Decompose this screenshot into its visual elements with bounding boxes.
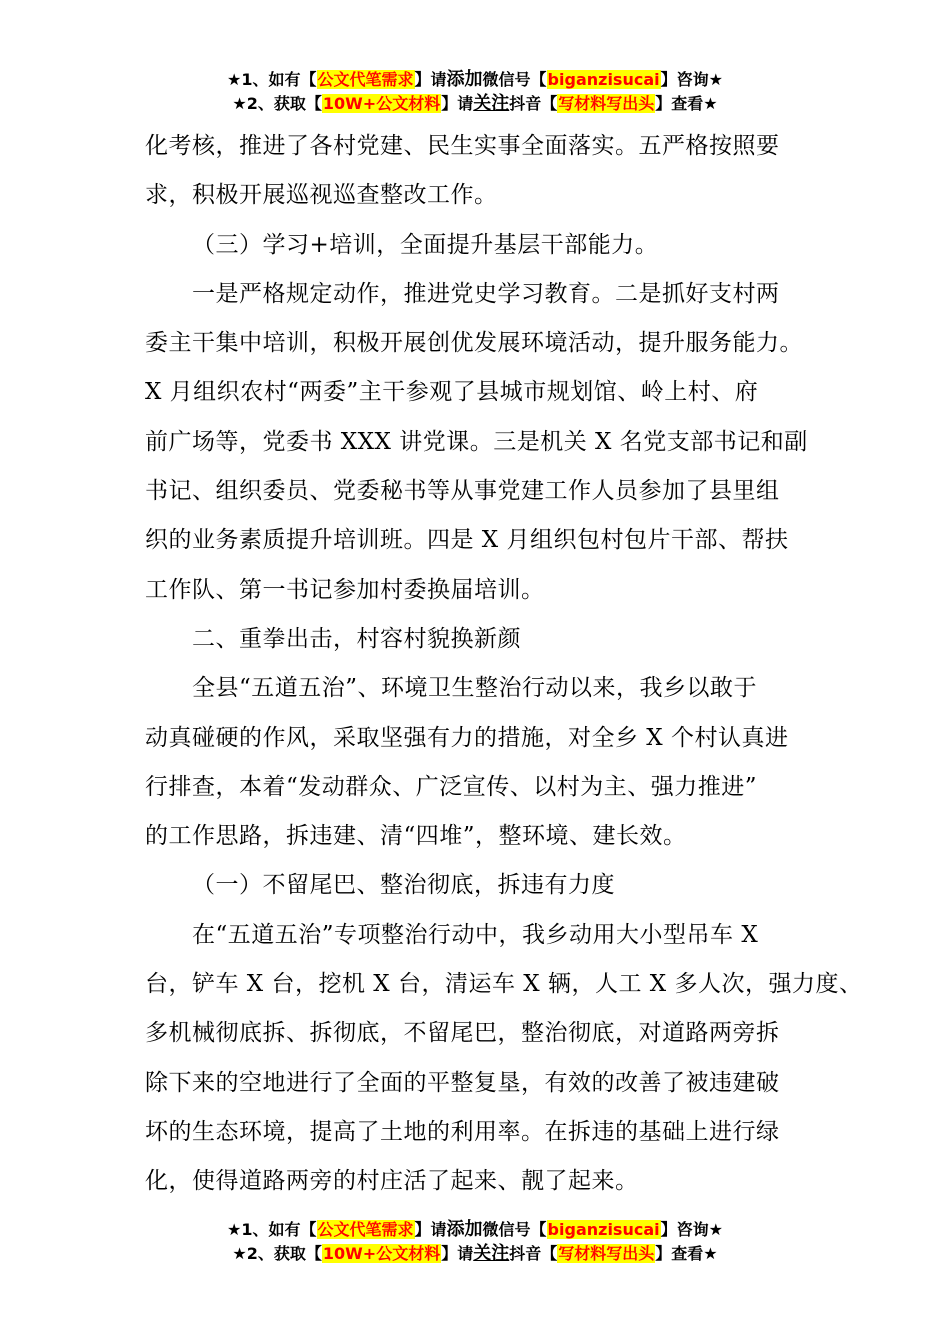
- text-line: 前广场等，党委书 XXX 讲党课。三是机关 X 名党支部书记和副: [145, 428, 808, 455]
- douyin-account: 写材料写出头: [558, 94, 655, 113]
- promo-highlight: 10W+公文材料: [322, 94, 441, 113]
- promo-highlight: 10W+公文材料: [322, 1244, 441, 1263]
- section-heading: （一）不留尾巴、整治彻底，拆违有力度: [192, 872, 615, 899]
- text-line: 化，使得道路两旁的村庄活了起来、靓了起来。: [145, 1168, 639, 1195]
- text-line: 多机械彻底拆、拆彻底，不留尾巴，整治彻底，对道路两旁拆: [145, 1020, 780, 1047]
- text-line: 坏的生态环境，提高了土地的利用率。在拆违的基础上进行绿: [145, 1118, 780, 1145]
- text-line: 动真碰硬的作风，采取坚强有力的措施，对全乡 X 个村认真进: [145, 724, 789, 751]
- promo-line-2: ★2、获取【10W+公文材料】请关注抖音【写材料写出头】查看★: [232, 93, 718, 114]
- text-line: 求，积极开展巡视巡查整改工作。: [145, 182, 498, 209]
- text-line: 台，铲车 X 台，挖机 X 台，清运车 X 辆，人工 X 多人次，强力度、: [145, 971, 863, 998]
- text-line: 书记、组织委员、党委秘书等从事党建工作人员参加了县里组: [145, 478, 780, 505]
- wechat-id: biganzisucai: [547, 70, 660, 89]
- text-line: 的工作思路，拆违建、清“四堆”，整环境、建长效。: [145, 823, 687, 850]
- wechat-id: biganzisucai: [547, 1220, 660, 1239]
- promo-line-1: ★1、如有【公文代笔需求】请添加微信号【biganzisucai】咨询★: [227, 1219, 723, 1240]
- douyin-account: 写材料写出头: [558, 1244, 655, 1263]
- text-line: 委主干集中培训，积极开展创优发展环境活动，提升服务能力。: [145, 330, 803, 357]
- text-line: 行排查，本着“发动群众、广泛宣传、以村为主、强力推进”: [145, 773, 758, 800]
- document-body: [145, 122, 863, 1207]
- header-promo-banner: [0, 68, 950, 116]
- promo-line-1: ★1、如有【公文代笔需求】请添加微信号【biganzisucai】咨询★: [227, 69, 723, 90]
- promo-highlight: 公文代笔需求: [317, 1220, 414, 1239]
- section-heading: （三）学习+培训，全面提升基层干部能力。: [192, 231, 659, 258]
- text-line: 在“五道五治”专项整治行动中，我乡动用大小型吊车 X: [192, 921, 759, 948]
- text-line: X 月组织农村“两委”主干参观了县城市规划馆、岭上村、府: [145, 379, 759, 406]
- text-line: 除下来的空地进行了全面的平整复垦，有效的改善了被违建破: [145, 1069, 780, 1096]
- text-line: 一是严格规定动作，推进党史学习教育。二是抓好支村两: [192, 280, 780, 307]
- section-heading: 二、重拳出击，村容村貌换新颜: [192, 625, 521, 652]
- text-line: 全县“五道五治”、环境卫生整治行动以来，我乡以敢于: [192, 675, 758, 702]
- text-line: 工作队、第一书记参加村委换届培训。: [145, 576, 545, 603]
- text-line: 织的业务素质提升培训班。四是 X 月组织包村包片干部、帮扶: [145, 527, 789, 554]
- promo-line-2: ★2、获取【10W+公文材料】请关注抖音【写材料写出头】查看★: [232, 1243, 718, 1264]
- text-line: 化考核，推进了各村党建、民生实事全面落实。五严格按照要: [145, 133, 780, 159]
- promo-highlight: 公文代笔需求: [317, 70, 414, 89]
- footer-promo-banner: [0, 1218, 950, 1266]
